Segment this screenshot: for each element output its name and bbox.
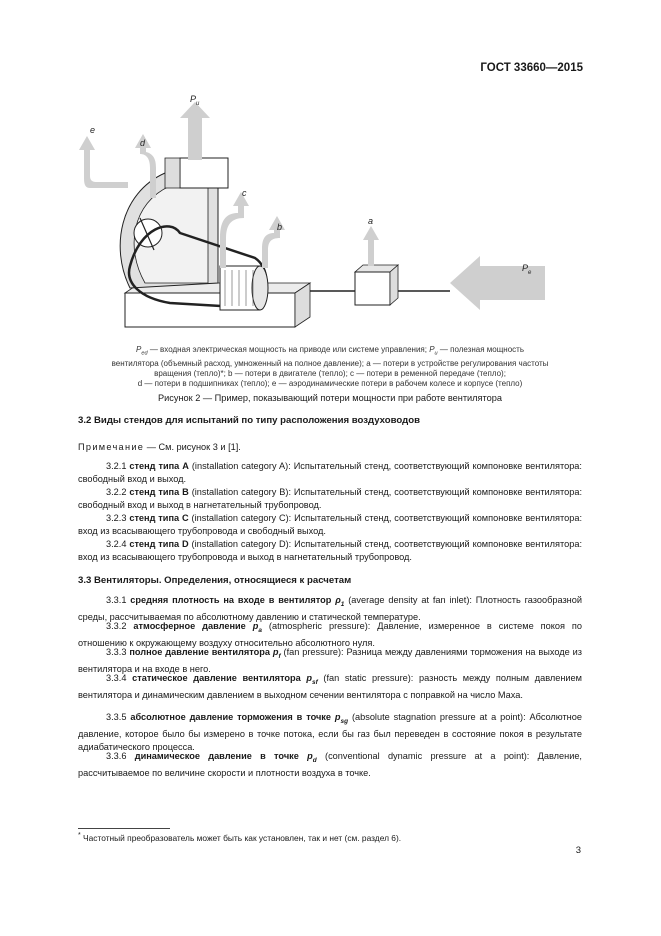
label-e: e (90, 125, 96, 135)
figure-caption: Рисунок 2 — Пример, показывающий потери мощности при работе вентилятора (158, 393, 502, 403)
frequency-controller-box (355, 265, 398, 305)
items-32-item: 3.2.4 стенд типа D (installation category D): Испытательный стенд, соответствующий компоновке вентилятора: вход из всасывающего трубопровода и выход в нагнетательный трубопровод. (78, 539, 582, 562)
label-a: a (368, 216, 374, 226)
items-33-item: 3.3.2 атмосферное давление $p_a$ (atmospheric pressure): Давление, измеренное в системе покоя по отношению к окружающему воздуху относительно абсолютного нуля. (78, 621, 582, 648)
section-title-3-3: 3.3 Вентиляторы. Определения, относящиеся к расчетам (78, 575, 352, 586)
items-32-item: 3.2.2 стенд типа B (installation category B): Испытательный стенд, соответствующий компоновке вентилятора: свободный вход и выход в нагнетательный трубопровод. (78, 487, 583, 510)
section-title-3-2: 3.2 Виды стендов для испытаний по типу расположения воздуховодов (78, 415, 420, 426)
label-b: b (277, 222, 283, 232)
figure-power-losses (70, 88, 590, 338)
items-32-item: 3.2.1 стенд типа A (installation category A): Испытательный стенд, соответствующий компоновке вентилятора: свободный вход и выход. (78, 461, 582, 484)
note: Примечание — См. рисунок 3 и [1]. (78, 442, 241, 452)
footnote-rule (78, 828, 170, 829)
loss-arrow-e (79, 136, 128, 188)
items-33-item: 3.3.5 абсолютное давление торможения в точке $p_{sg}$ (absolute stagnation pressure at a point): Абсолютное давление, которое было бы измерено в точке потока, если бы газ был переведен в состояние покоя в результате адиабатического процесса. (78, 712, 582, 752)
fan-housing (120, 158, 228, 288)
items-33-item: 3.3.6 динамическое давление в точке $p_d$ (conventional dynamic pressure at a point): Давление, рассчитываемое по величине скорости и плотности воздуха в точке. (78, 751, 582, 778)
label-c: c (242, 188, 247, 198)
items-33-item: 3.3.3 полное давление вентилятора $p_f$ (fan pressure): Разница между давлениями торможения на выходе из вентилятора и на входе в него. (78, 647, 582, 674)
label-d: d (140, 138, 146, 148)
items-32-item: 3.2.3 стенд типа C (installation category C): Испытательный стенд, соответствующий компоновке вентилятора: вход из всасывающего трубопровода и свободный выход. (78, 513, 582, 536)
label-pu: $P_u$ (190, 94, 200, 107)
loss-arrow-a (363, 226, 379, 266)
label-pe: $P_e$ (522, 263, 532, 276)
items-33-item: 3.3.1 средняя плотность на входе в вентилятор $\rho_1$ (average density at fan inlet): Плотность газообразной среды, рассчитываемая по абсолютному давлению и статической температуре. (78, 595, 582, 622)
figure-legend: $P_{ed}$ — входная электрическая мощность на приводе или системе управления; $P_u$ — полезная мощность вентилятора (объемный расход, умноженный на полное давление); a — потери в устройстве регулирования частоты вращения (тепло)*; b — потери в двигателе (тепло); c — потери в ременной передаче (тепло); d — потери в подшипниках (тепло); e — аэродинамические потери в рабочем колесе и корпусе (тепло) (111, 345, 549, 388)
footnote: * Частотный преобразователь может быть как установлен, так и нет (см. раздел 6). (78, 832, 402, 843)
page-number: 3 (575, 845, 581, 856)
document-id: ГОСТ 33660—2015 (480, 62, 583, 74)
loss-arrow-c (220, 192, 249, 268)
input-power-arrow (450, 256, 545, 310)
electric-motor (220, 266, 268, 310)
items-33-item: 3.3.4 статическое давление вентилятора $p_{sf}$ (fan static pressure): разность между полным давлением вентилятора и динамическим давлением в выходном сечении вентилятора с поправкой на число Маха. (78, 673, 582, 700)
useful-power-arrow (180, 102, 210, 160)
